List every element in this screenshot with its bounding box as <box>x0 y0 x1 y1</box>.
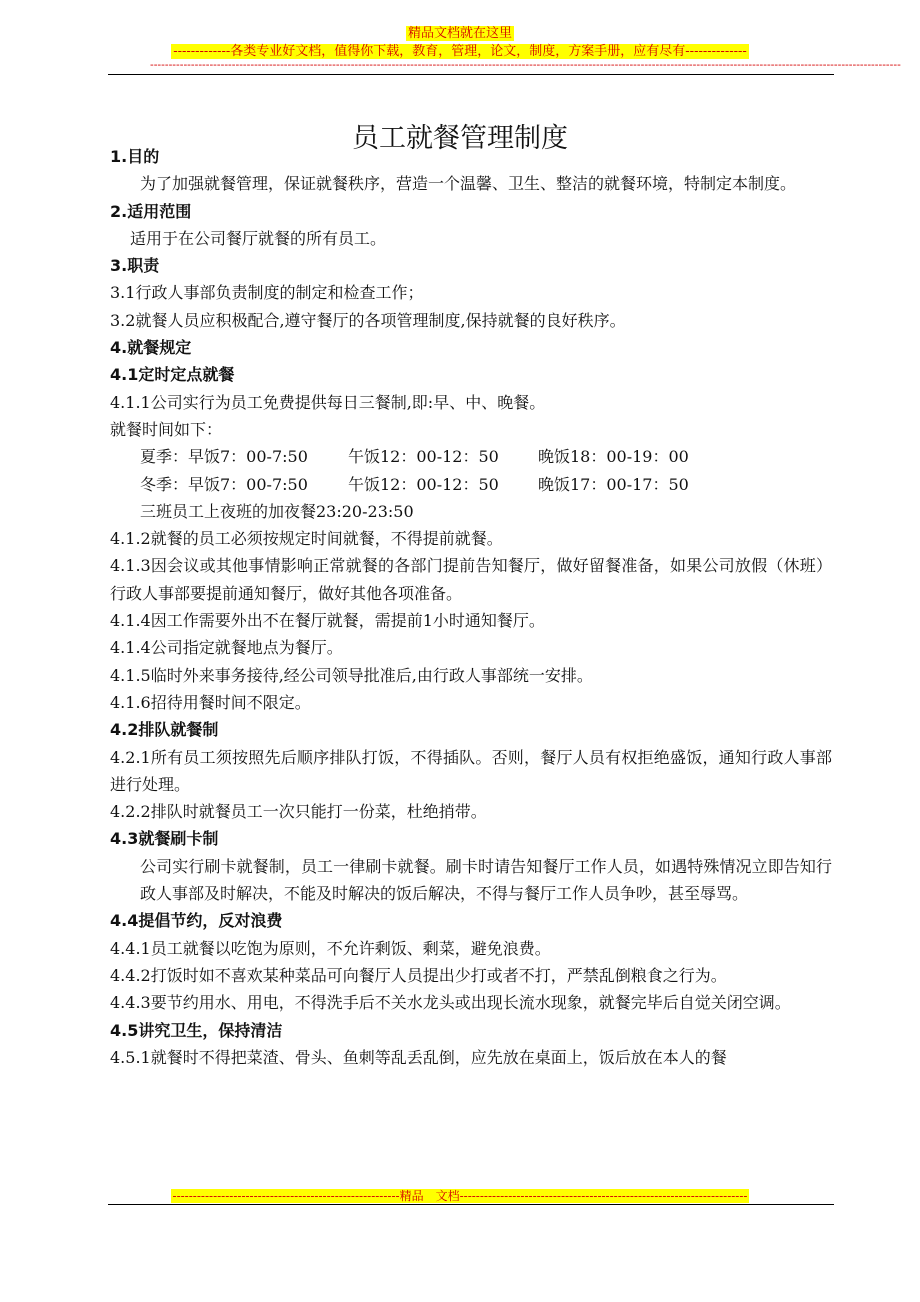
winter-lunch: 午饭12：00-12：50 <box>348 474 499 494</box>
clause: 3.1行政人事部负责制度的制定和检查工作； <box>110 283 424 303</box>
document-body <box>110 143 832 1071</box>
clause: 4.1.2就餐的员工必须按规定时间就餐，不得提前就餐。 <box>110 529 503 549</box>
section-heading: 3.职责 <box>110 256 160 276</box>
winter-breakfast: 冬季：早饭7：00-7:50 <box>140 474 308 494</box>
header-banner-title: 精品文档就在这里 <box>407 26 512 41</box>
clause: 4.1.4公司指定就餐地点为餐厅。 <box>110 638 343 658</box>
summer-dinner: 晚饭18：00-19：00 <box>538 447 689 467</box>
header-banner-tagline: -------------各类专业好文档，值得你下载，教育，管理，论文，制度，方案手册，应有尽有-------------- <box>173 44 747 59</box>
subsection-heading: 4.3就餐刷卡制 <box>110 829 219 849</box>
footer-rule <box>108 1204 834 1205</box>
clause: 4.1.4因工作需要外出不在餐厅就餐，需提前1小时通知餐厅。 <box>110 611 545 631</box>
subsection-heading: 4.2排队就餐制 <box>110 720 219 740</box>
clause: 4.2.1所有员工须按照先后顺序排队打饭，不得插队。否则，餐厅人员有权拒绝盛饭，通知行政人事部进行处理。 <box>110 747 832 794</box>
subsection-heading: 4.5讲究卫生，保持清洁 <box>110 1020 283 1040</box>
paragraph: 适用于在公司餐厅就餐的所有员工。 <box>130 228 387 248</box>
clause: 4.4.2打饭时如不喜欢某种菜品可向餐厅人员提出少打或者不打，严禁乱倒粮食之行为。 <box>110 965 727 985</box>
section-heading: 1.目的 <box>110 147 160 166</box>
clause: 4.2.2排队时就餐员工一次只能打一份菜，杜绝捎带。 <box>110 802 487 822</box>
meal-times-label: 就餐时间如下： <box>110 419 223 439</box>
winter-dinner: 晚饭17：00-17：50 <box>538 474 689 494</box>
clause: 4.4.1员工就餐以吃饱为原则，不允许剩饭、剩菜，避免浪费。 <box>110 938 551 958</box>
clause: 4.1.3因会议或其他事情影响正常就餐的各部门提前告知餐厅，做好留餐准备，如果公司放假（休班）行政人事部要提前通知餐厅，做好其他各项准备。 <box>110 556 832 603</box>
clause: 4.5.1就餐时不得把菜渣、骨头、鱼刺等乱丢乱倒，应先放在桌面上，饭后放在本人的餐 <box>110 1047 727 1067</box>
night-shift-meal: 三班员工上夜班的加夜餐23:20-23:50 <box>140 501 414 521</box>
summer-breakfast: 夏季：早饭7：00-7:50 <box>140 447 308 467</box>
subsection-heading: 4.1定时定点就餐 <box>110 365 235 385</box>
clause: 4.4.3要节约用水、用电，不得洗手后不关水龙头或出现长流水现象，就餐完毕后自觉关闭空调。 <box>110 993 791 1013</box>
header-rule <box>108 74 834 75</box>
clause: 4.1.6招待用餐时间不限定。 <box>110 692 311 712</box>
paragraph: 为了加强就餐管理，保证就餐秩序，营造一个温馨、卫生、整洁的就餐环境，特制定本制度。 <box>140 174 797 194</box>
document-title: 员工就餐管理制度 <box>352 123 568 155</box>
header-dashed-line: ---------------------------------------------------------------------------------------------------------------------------------------------------------------------------------------------------------- <box>150 58 901 71</box>
summer-schedule <box>110 443 832 470</box>
section-heading: 2.适用范围 <box>110 201 192 221</box>
clause: 3.2就餐人员应积极配合,遵守餐厅的各项管理制度,保持就餐的良好秩序。 <box>110 310 626 330</box>
clause: 4.1.1公司实行为员工免费提供每日三餐制,即:早、中、晚餐。 <box>110 392 546 412</box>
winter-schedule <box>110 471 832 498</box>
footer-banner: --------------------------------------------------------精品 文档----------------------------------------------------------------------- <box>172 1189 748 1203</box>
subsection-heading: 4.4提倡节约，反对浪费 <box>110 911 283 931</box>
section-heading: 4.就餐规定 <box>110 338 192 358</box>
paragraph: 公司实行刷卡就餐制，员工一律刷卡就餐。刷卡时请告知餐厅工作人员，如遇特殊情况立即告知行政人事部及时解决，不能及时解决的饭后解决，不得与餐厅工作人员争吵，甚至辱骂。 <box>140 856 832 904</box>
clause: 4.1.5临时外来事务接待,经公司领导批准后,由行政人事部统一安排。 <box>110 665 593 685</box>
summer-lunch: 午饭12：00-12：50 <box>348 447 499 467</box>
